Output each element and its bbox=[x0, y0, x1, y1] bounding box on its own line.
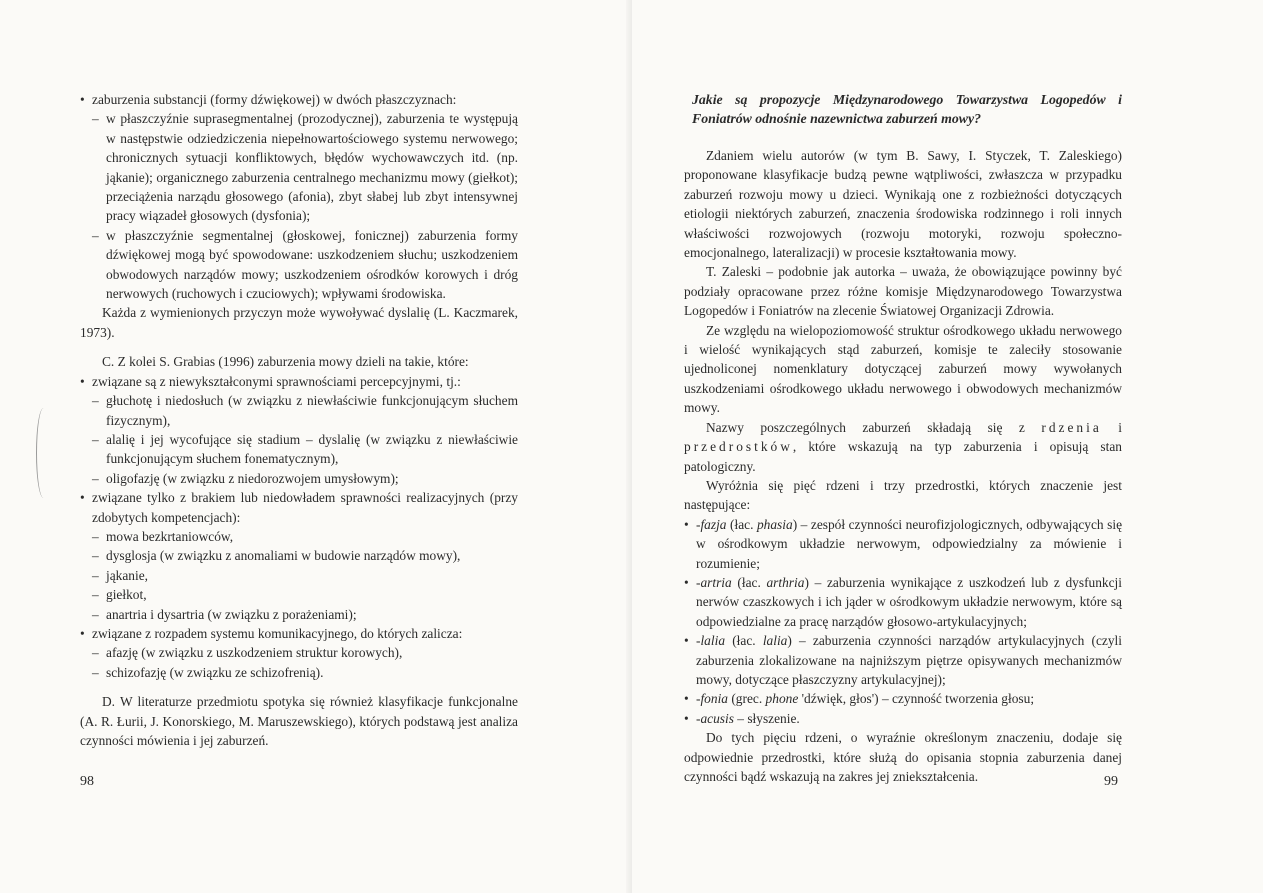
dash-marker: – bbox=[92, 393, 99, 409]
item-text: dysglosja (w związku z anomaliami w budowie narządów mowy), bbox=[106, 548, 461, 564]
dash-marker: – bbox=[92, 567, 99, 583]
dash-marker: – bbox=[92, 664, 99, 680]
text-run: ) – zaburzenia wynikające z uszkodzeń lub z dysfunkcji nerwów czaszkowych i ich jąder w ośrodkowym układzie nerwowym, które są odpowiedzialne za pracę narządów głosowo-artykulacyjnych; bbox=[696, 574, 1122, 629]
item-text: związane tylko z brakiem lub niedowładem sprawności realizacyjnych (przy zdobytych kompetencjach): bbox=[92, 490, 518, 525]
dash-item bbox=[80, 226, 518, 304]
item-text: głuchotę i niedosłuch (w związku z niewłaściwie funkcjonującym słuchem fizycznym), bbox=[106, 393, 518, 428]
latin-term: phasia bbox=[756, 516, 793, 532]
spaced-term: przedrostków bbox=[684, 439, 793, 455]
root-item bbox=[684, 689, 1122, 708]
latin-term: arthria bbox=[766, 574, 805, 590]
bullet-marker: • bbox=[684, 710, 689, 726]
text-run: (łac. bbox=[725, 633, 763, 649]
text-run: 'dźwięk, głos') – czynność tworzenia głosu; bbox=[798, 691, 1035, 707]
item-text: giełkot, bbox=[106, 587, 147, 603]
text-run: Nazwy poszczególnych zaburzeń składają się z bbox=[706, 419, 1042, 435]
root-item bbox=[684, 709, 1122, 728]
item-text: afazję (w związku z uszkodzeniem struktur korowych), bbox=[106, 645, 403, 661]
pencil-mark bbox=[36, 408, 51, 498]
section-heading: Jakie są propozycje Międzynarodowego Towarzystwa Logopedów i Foniatrów odnośnie nazewnictwa zaburzeń mowy? bbox=[692, 92, 1122, 126]
paragraph: Zdaniem wielu autorów (w tym B. Sawy, I. Styczek, T. Zaleskiego) proponowane klasyfikacje budzą pewne wątpliwości, zwłaszcza w przypadku zaburzeń rozwoju mowy u dzieci. Wynikają one z rozbieżności dotyczących etiologii niektórych zaburzeń, znaczenia środowiska rodzinnego i roli innych właściwości rozwojowych (rozwoju motoryki, rozwoju społeczno-emocjonalnego, lateralizacji) w procesie kształtowania mowy. bbox=[684, 148, 1122, 261]
item-text: alalię i jej wycofujące się stadium – dyslalię (w związku z niewłaściwie funkcjonującym słuchem fonematycznym), bbox=[106, 431, 518, 467]
root-term: -fonia bbox=[696, 691, 728, 707]
text-run: , które wskazują na typ zaburzenia i opisują stan patologiczny. bbox=[684, 439, 1122, 474]
item-text: mowa bezkrtaniowców, bbox=[106, 528, 234, 544]
dash-item bbox=[80, 663, 518, 682]
root-term: -artria bbox=[696, 574, 732, 590]
paragraph: Ze względu na wielopoziomowość struktur ośrodkowego układu nerwowego i wielość wynikających stąd zaburzeń, komisje te zaleciły stosowanie ujednoliconej nomenklatury dotyczącej zaburzeń mowy wywołanych uszkodzeniami ośrodkowego układu nerwowego i obwodowych mechanizmów mowy. bbox=[684, 322, 1122, 416]
latin-term: phone bbox=[765, 691, 799, 707]
dash-item bbox=[80, 469, 518, 488]
bullet-item bbox=[80, 90, 518, 109]
dash-item bbox=[80, 391, 518, 430]
bullet-marker: • bbox=[684, 516, 689, 532]
text-run: – słyszenie. bbox=[733, 710, 800, 726]
dash-marker: – bbox=[92, 645, 99, 661]
left-text-column bbox=[80, 90, 518, 750]
paragraph: Do tych pięciu rdzeni, o wyraźnie określonym znaczeniu, dodaje się odpowiednie przedrostki, które służą do opisania stopnia zaburzenia danej czynności bądź wskazują na zakres jej zniekształcenia. bbox=[684, 730, 1122, 784]
bullet-marker: • bbox=[80, 490, 85, 506]
item-text: anartria i dysartria (w związku z porażeniami); bbox=[106, 606, 357, 622]
text-run: i bbox=[1101, 419, 1122, 435]
item-text: oligofazję (w związku z niedorozwojem umysłowym); bbox=[106, 470, 399, 486]
latin-term: lalia bbox=[762, 633, 788, 649]
roots-list bbox=[684, 515, 1122, 728]
dash-marker: – bbox=[92, 227, 99, 243]
dash-marker: – bbox=[92, 470, 99, 486]
right-text-column bbox=[684, 90, 1122, 786]
paragraph: Każda z wymienionych przyczyn może wywoływać dyslalię (L. Kaczmarek, 1973). bbox=[80, 305, 518, 340]
item-text: w płaszczyźnie suprasegmentalnej (prozodycznej), zaburzenia te występują w następstwie odziedziczenia niepełnowartościowego systemu nerwowego; chronicznych sytuacji konfliktowych, błędów wychowawczych itd. (np. jąkanie); organicznego zaburzenia centralnego mechanizmu mowy (giełkot); przeciążenia narządu głosowego (afonia), zbyt słabej lub zbyt intensywnej pracy wiązadeł głosowych (dysfonia); bbox=[106, 111, 518, 224]
bullet-item bbox=[80, 372, 518, 391]
root-item bbox=[684, 631, 1122, 689]
bullet-marker: • bbox=[80, 373, 85, 389]
item-text: związane są z niewykształconymi sprawnościami percepcyjnymi, tj.: bbox=[92, 373, 461, 389]
item-text: zaburzenia substancji (formy dźwiękowej) w dwóch płaszczyznach: bbox=[92, 92, 457, 107]
text-run: ) – zaburzenia czynności narządów artykulacyjnych (czyli zaburzenia zlokalizowane na najniższym piętrze opisywanych mechanizmów mowy, dotyczące płaszczyzny artykulacyjnej); bbox=[696, 633, 1122, 687]
item-text: związane z rozpadem systemu komunikacyjnego, do których zalicza: bbox=[92, 625, 463, 641]
root-item bbox=[684, 573, 1122, 631]
dash-item bbox=[80, 430, 518, 469]
bullet-marker: • bbox=[80, 92, 85, 107]
page-number-left: 98 bbox=[80, 774, 94, 789]
dash-marker: – bbox=[92, 606, 99, 622]
paragraph bbox=[684, 418, 1122, 476]
paragraph: Wyróżnia się pięć rdzeni i trzy przedrostki, których znaczenie jest następujące: bbox=[684, 477, 1122, 513]
dash-marker: – bbox=[92, 528, 99, 544]
spaced-term: rdzenia bbox=[1041, 419, 1102, 435]
item-text: w płaszczyźnie segmentalnej (głoskowej, fonicznej) zaburzenia formy dźwiękowej mogą być spowodowane: uszkodzeniem słuchu; uszkodzeniem obwodowych narządów mowy; uszkodzeniem ośrodków korowych i dróg nerwowych (ruchowych i czuciowych); wpływami środowiska. bbox=[106, 227, 518, 302]
bullet-marker: • bbox=[684, 574, 689, 590]
bullet-marker: • bbox=[684, 633, 689, 649]
page-number-right: 99 bbox=[1104, 774, 1118, 789]
dash-marker: – bbox=[92, 587, 99, 603]
dash-marker: – bbox=[92, 111, 99, 127]
paragraph: D. W literaturze przedmiotu spotyka się również klasyfikacje funkcjonalne (A. R. Łurii, J. Konorskiego, M. Maruszewskiego), których podstawą jest analiza czynności mówienia i jej zaburzeń. bbox=[80, 694, 518, 748]
paragraph: C. Z kolei S. Grabias (1996) zaburzenia mowy dzieli na takie, które: bbox=[102, 354, 469, 370]
dash-item bbox=[80, 643, 518, 662]
dash-marker: – bbox=[92, 548, 99, 564]
text-run: (łac. bbox=[731, 574, 767, 590]
bullet-marker: • bbox=[684, 691, 689, 707]
dash-item bbox=[80, 527, 518, 546]
dash-item bbox=[80, 605, 518, 624]
dash-item bbox=[80, 585, 518, 604]
dash-item bbox=[80, 566, 518, 585]
right-page bbox=[632, 0, 1263, 893]
root-item bbox=[684, 515, 1122, 573]
root-term: -lalia bbox=[696, 633, 726, 649]
text-run: (łac. bbox=[726, 516, 757, 532]
dash-item bbox=[80, 109, 518, 225]
root-term: -fazja bbox=[696, 516, 727, 532]
text-run: (grec. bbox=[728, 691, 766, 707]
bullet-item bbox=[80, 488, 518, 527]
dash-marker: – bbox=[92, 431, 99, 447]
root-term: -acusis bbox=[696, 710, 734, 726]
text-run: ) – zespół czynności neurofizjologicznych, odbywających się w ośrodkowym układzie nerwowym, odpowiedzialny za mówienie i rozumienie; bbox=[696, 516, 1123, 571]
paragraph: T. Zaleski – podobnie jak autorka – uważa, że obowiązujące powinny być podziały opracowane przez różne komisje Międzynarodowego Towarzystwa Logopedów i Foniatrów na zlecenie Światowej Organizacji Zdrowia. bbox=[684, 264, 1122, 319]
bullet-marker: • bbox=[80, 625, 85, 641]
bullet-item bbox=[80, 624, 518, 643]
item-text: jąkanie, bbox=[106, 567, 149, 583]
dash-item bbox=[80, 546, 518, 565]
item-text: schizofazję (w związku ze schizofrenią). bbox=[106, 664, 324, 680]
